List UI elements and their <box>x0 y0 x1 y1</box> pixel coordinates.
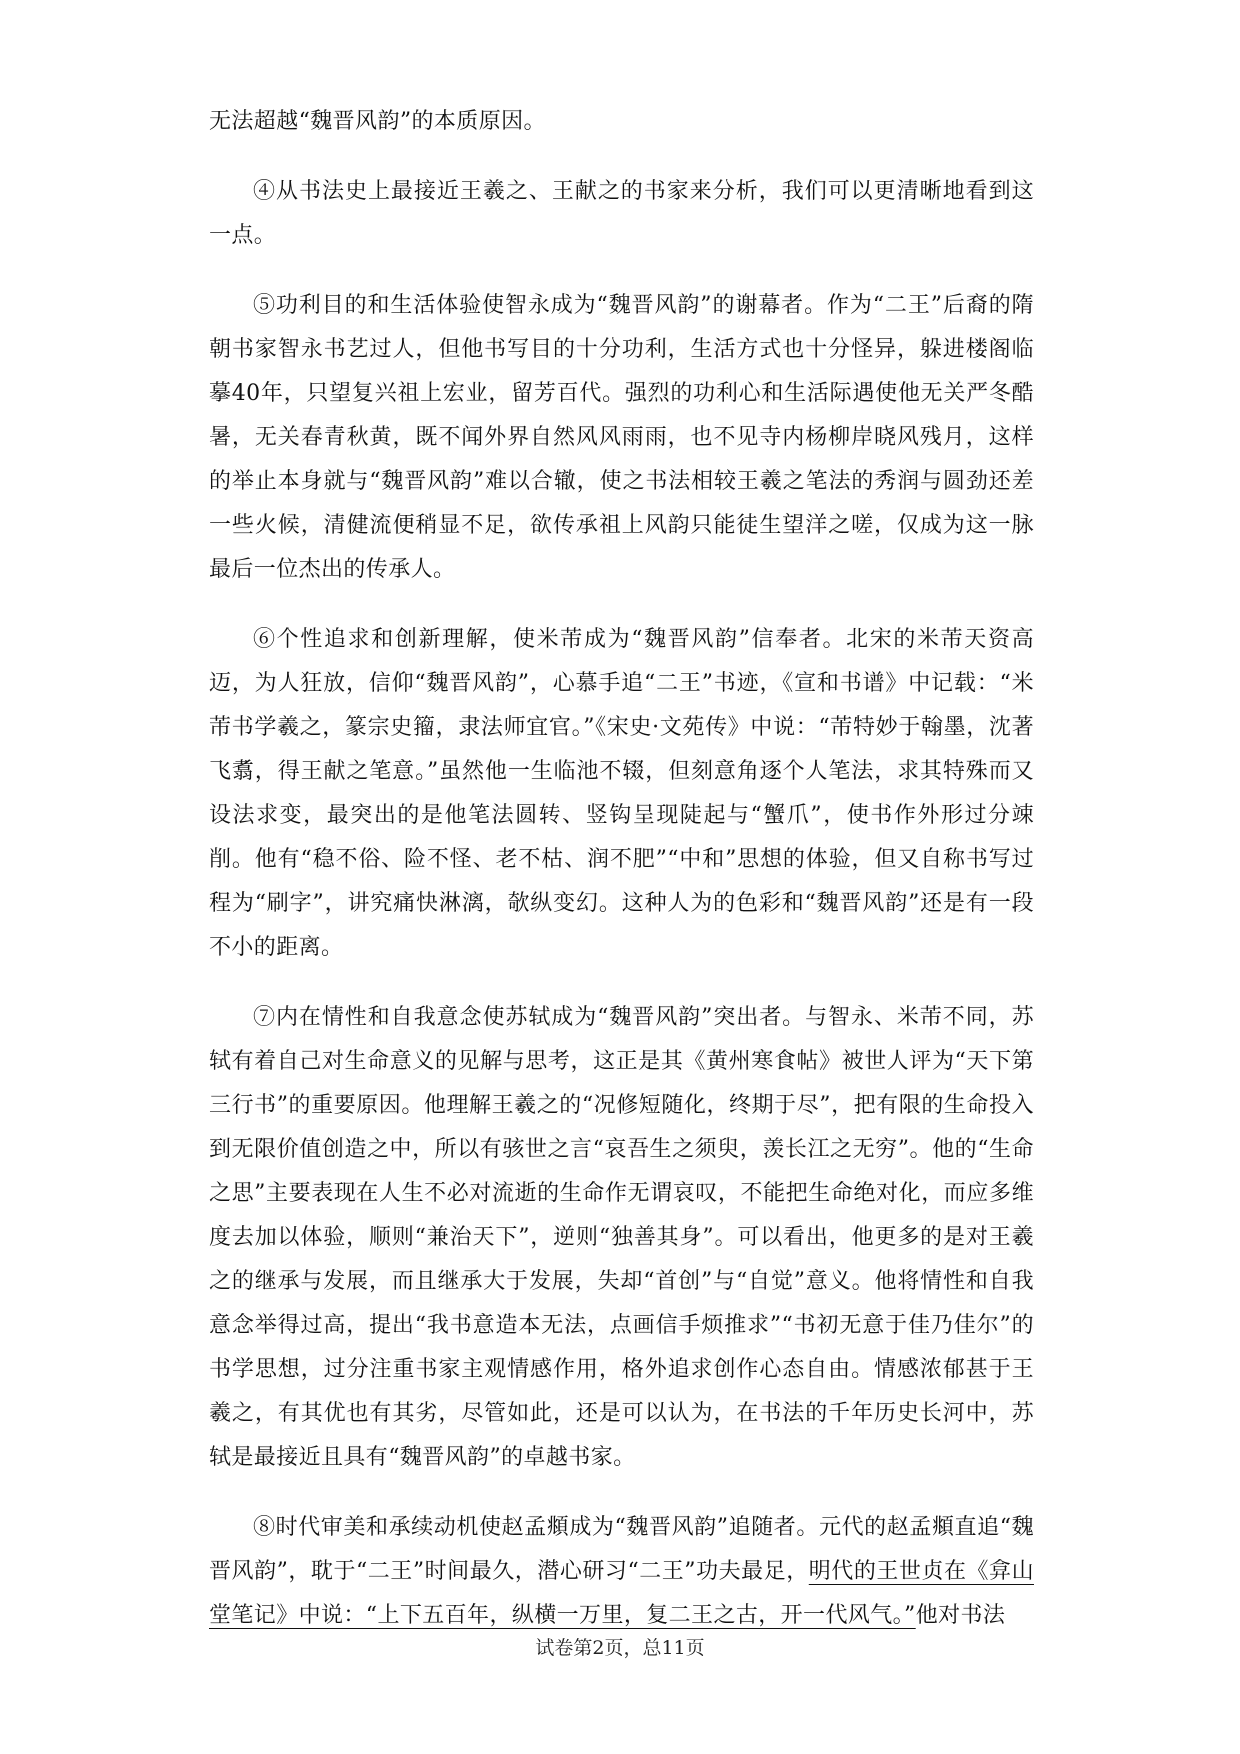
underlined-quote: 明代的王世贞在《弇山堂笔记》中说：“上下五百年，纵横一万里，复二王之古，开一代风气。” <box>209 1559 1034 1628</box>
paragraph-8-zhaomengfu <box>209 1506 1034 1638</box>
page-footer: 试卷第2页，总11页 <box>535 1637 705 1659</box>
paragraph-7-sushi: ⑦内在情性和自我意念使苏轼成为“魏晋风韵”突出者。与智永、米芾不同，苏轼有着自己对生命意义的见解与思考，这正是其《黄州寒食帖》被世人评为“天下第三行书”的重要原因。他理解王羲之的“况修短随化，终期于尽”，把有限的生命投入到无限价值创造之中，所以有骇世之言“哀吾生之须臾，羡长江之无穷”。他的“生命之思”主要表现在人生不必对流逝的生命作无谓哀叹，不能把生命绝对化，而应多维度去加以体验，顺则“兼治天下”，逆则“独善其身”。可以看出，他更多的是对王羲之的继承与发展，而且继承大于发展，失却“首创”与“自觉”意义。他将情性和自我意念举得过高，提出“我书意造本无法，点画信手烦推求”“书初无意于佳乃佳尔”的书学思想，过分注重书家主观情感作用，格外追求创作心态自由。情感浓郁甚于王羲之，有其优也有其劣，尽管如此，还是可以认为，在书法的千年历史长河中，苏轼是最接近且具有“魏晋风韵”的卓越书家。 <box>209 1005 1034 1470</box>
paragraph-8-text-before: ⑧时代审美和承续动机使赵孟頫成为“魏晋风韵”追随者。元代的赵孟頫直追“魏晋风韵”，耽于“二王”时间最久，潜心研习“二王”功夫最足， <box>209 1515 1034 1584</box>
paragraph-continuation: 无法超越“魏晋风韵”的本质原因。 <box>209 109 546 134</box>
paragraph-8-text-after: 他对书法 <box>915 1603 1006 1628</box>
paragraph-5-zhiyong: ⑤功利目的和生活体验使智永成为“魏晋风韵”的谢幕者。作为“二王”后裔的隋朝书家智永书艺过人，但他书写目的十分功利，生活方式也十分怪异，躲进楼阁临摹40年，只望复兴祖上宏业，留芳百代。强烈的功利心和生活际遇使他无关严冬酷暑，无关春青秋黄，既不闻外界自然风风雨雨，也不见寺内杨柳岸晓风残月，这样的举止本身就与“魏晋风韵”难以合辙，使之书法相较王羲之笔法的秀润与圆劲还差一些火候，清健流便稍显不足，欲传承祖上风韵只能徒生望洋之嗟，仅成为这一脉最后一位杰出的传承人。 <box>209 293 1034 582</box>
article-body <box>209 100 1034 1638</box>
paragraph-6-mifu: ⑥个性追求和创新理解，使米芾成为“魏晋风韵”信奉者。北宋的米芾天资高迈，为人狂放，信仰“魏晋风韵”，心慕手追“二王”书迹，《宣和书谱》中记载：“米芾书学羲之，篆宗史籀，隶法师宜官。”《宋史·文苑传》中说：“芾特妙于翰墨，沈著飞翥，得王献之笔意。”虽然他一生临池不辍，但刻意角逐个人笔法，求其特殊而又设法求变，最突出的是他笔法圆转、竖钩呈现陡起与“蟹爪”，使书作外形过分竦削。他有“稳不俗、险不怪、老不枯、润不肥”“中和”思想的体验，但又自称书写过程为“刷字”，讲究痛快淋漓，欹纵变幻。这种人为的色彩和“魏晋风韵”还是有一段不小的距离。 <box>209 627 1034 960</box>
paragraph-4: ④从书法史上最接近王羲之、王献之的书家来分析，我们可以更清晰地看到这一点。 <box>209 179 1034 248</box>
